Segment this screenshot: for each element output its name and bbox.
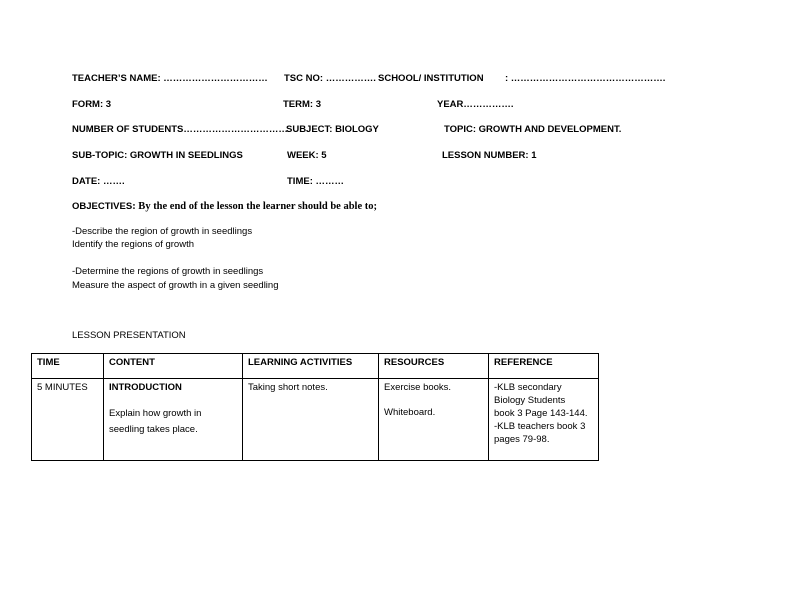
school-value: : …………………………………………. [505, 73, 666, 84]
reference-line: -KLB secondary [494, 382, 562, 393]
reference-line: book 3 Page 143-144. [494, 408, 588, 419]
column-header-reference: REFERENCE [489, 354, 599, 379]
topic-field: TOPIC: GROWTH AND DEVELOPMENT. [444, 124, 622, 135]
year-field: YEAR……………. [437, 99, 514, 110]
column-header-time: TIME [32, 354, 104, 379]
table-row [32, 379, 599, 461]
content-line: seedling takes place. [109, 424, 198, 435]
cell-learning-activities: Taking short notes. [243, 379, 379, 461]
content-line: Explain how growth in [109, 408, 202, 419]
objectives-heading [72, 201, 377, 213]
subject-field: SUBJECT: BIOLOGY [286, 124, 379, 135]
number-of-students-field: NUMBER OF STUDENTS…………………………… [72, 124, 288, 135]
reference-line: -KLB teachers book 3 [494, 421, 586, 432]
column-header-learning-activities: LEARNING ACTIVITIES [243, 354, 379, 379]
cell-content [104, 379, 243, 461]
subtopic-field: SUB-TOPIC: GROWTH IN SEEDLINGS [72, 150, 243, 161]
school-label: SCHOOL/ INSTITUTION [378, 73, 484, 84]
resource-item: Exercise books. [384, 382, 452, 393]
column-header-content: CONTENT [104, 354, 243, 379]
teacher-name-field: TEACHER’S NAME: …………………………… [72, 73, 268, 84]
cell-time: 5 MINUTES [32, 379, 104, 461]
lesson-number-field: LESSON NUMBER: 1 [442, 150, 537, 161]
form-field: FORM: 3 [72, 99, 112, 110]
objective-item: -Describe the region of growth in seedlings [72, 226, 253, 237]
objectives-intro: : By the end of the lesson the learner should be able to; [132, 201, 377, 212]
objective-item: Identify the regions of growth [72, 239, 194, 250]
term-field: TERM: 3 [283, 99, 321, 110]
cell-resources [379, 379, 489, 461]
reference-line: pages 79-98. [494, 434, 550, 445]
date-field: DATE: ……. [72, 176, 125, 187]
objective-item: -Determine the regions of growth in seedlings [72, 266, 264, 277]
column-header-resources: RESOURCES [379, 354, 489, 379]
lesson-presentation-heading: LESSON PRESENTATION [72, 330, 186, 341]
content-title: INTRODUCTION [109, 382, 182, 393]
reference-line: Biology Students [494, 395, 566, 406]
objective-item: Measure the aspect of growth in a given seedling [72, 280, 279, 291]
tsc-number-field: TSC NO: ……………. [284, 73, 376, 84]
table-header-row [32, 354, 599, 379]
lesson-presentation-table [31, 353, 599, 461]
objectives-label: OBJECTIVES [72, 201, 133, 212]
week-field: WEEK: 5 [287, 150, 327, 161]
resource-item: Whiteboard. [384, 407, 436, 418]
cell-reference [489, 379, 599, 461]
time-field: TIME: ……… [287, 176, 344, 187]
